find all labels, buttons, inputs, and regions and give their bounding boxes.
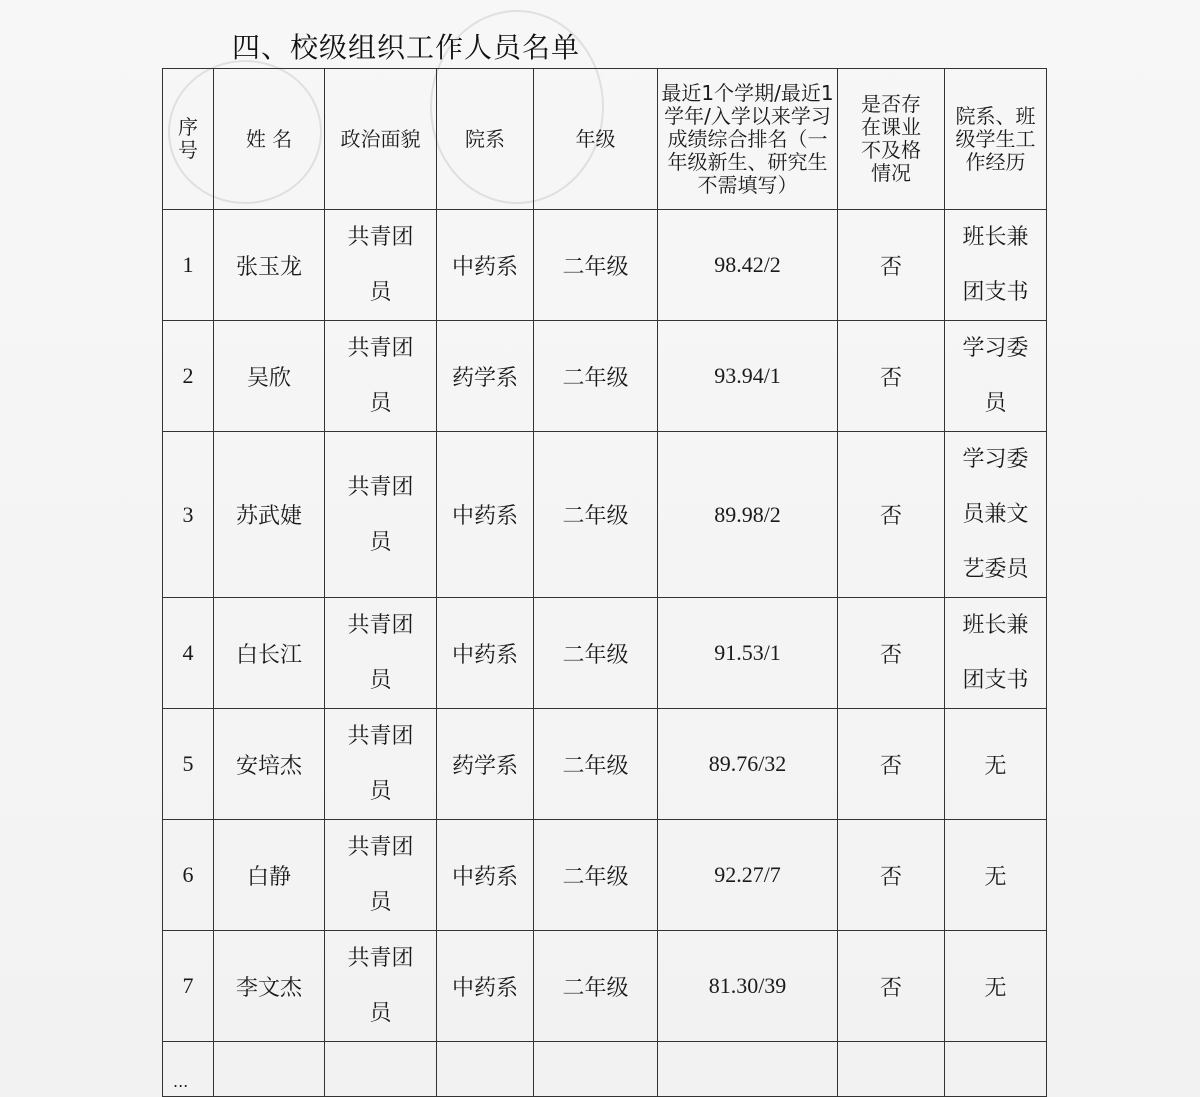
- cell-experience: 班长兼团支书: [945, 210, 1047, 321]
- cell-name: 张玉龙: [214, 210, 325, 321]
- cell-ranking: 89.76/32: [658, 709, 838, 820]
- cell-political: 共青团员: [325, 598, 437, 709]
- cell-empty: [437, 1042, 534, 1097]
- cell-failing: 否: [838, 210, 945, 321]
- cell-political: 共青团员: [325, 709, 437, 820]
- header-experience: 院系、班级学生工作经历: [945, 69, 1047, 210]
- cell-political: 共青团员: [325, 820, 437, 931]
- cell-political: 共青团员: [325, 432, 437, 598]
- cell-failing: 否: [838, 931, 945, 1042]
- cell-ranking: 92.27/7: [658, 820, 838, 931]
- header-ranking: 最近1个学期/最近1学年/入学以来学习成绩综合排名（一年级新生、研究生不需填写）: [658, 69, 838, 210]
- cell-name: 李文杰: [214, 931, 325, 1042]
- cell-empty: [214, 1042, 325, 1097]
- header-failing: 是否存在课业不及格情况: [838, 69, 945, 210]
- cell-ranking: 91.53/1: [658, 598, 838, 709]
- cell-ranking: 89.98/2: [658, 432, 838, 598]
- cell-seq: 6: [163, 820, 214, 931]
- staff-roster-table: [162, 68, 1047, 1097]
- cell-seq: 7: [163, 931, 214, 1042]
- cell-seq: 5: [163, 709, 214, 820]
- cell-department: 药学系: [437, 321, 534, 432]
- cell-political: 共青团员: [325, 210, 437, 321]
- cell-experience: 班长兼团支书: [945, 598, 1047, 709]
- table-row: [163, 709, 1047, 820]
- cell-ranking: 93.94/1: [658, 321, 838, 432]
- cell-failing: 否: [838, 321, 945, 432]
- cell-empty: [658, 1042, 838, 1097]
- cell-experience: 无: [945, 709, 1047, 820]
- cell-failing: 否: [838, 820, 945, 931]
- cell-department: 中药系: [437, 931, 534, 1042]
- header-seq: 序号: [163, 69, 214, 210]
- table-row: [163, 931, 1047, 1042]
- table-row: [163, 820, 1047, 931]
- cell-failing: 否: [838, 598, 945, 709]
- cell-department: 中药系: [437, 210, 534, 321]
- cell-department: 中药系: [437, 598, 534, 709]
- cell-empty: [534, 1042, 658, 1097]
- cell-political: 共青团员: [325, 321, 437, 432]
- header-department: 院系: [437, 69, 534, 210]
- cell-name: 安培杰: [214, 709, 325, 820]
- cell-department: 药学系: [437, 709, 534, 820]
- cell-experience: 无: [945, 820, 1047, 931]
- cell-name: 苏武婕: [214, 432, 325, 598]
- cell-seq: 3: [163, 432, 214, 598]
- table-header-row: [163, 69, 1047, 210]
- cell-name: 白静: [214, 820, 325, 931]
- cell-political: 共青团员: [325, 931, 437, 1042]
- header-name: 姓 名: [214, 69, 325, 210]
- table-row: [163, 598, 1047, 709]
- cell-department: 中药系: [437, 432, 534, 598]
- cell-seq: 4: [163, 598, 214, 709]
- cell-failing: 否: [838, 709, 945, 820]
- cell-empty: [945, 1042, 1047, 1097]
- cell-grade: 二年级: [534, 598, 658, 709]
- cell-grade: 二年级: [534, 432, 658, 598]
- header-grade: 年级: [534, 69, 658, 210]
- cell-empty: [838, 1042, 945, 1097]
- cell-name: 吴欣: [214, 321, 325, 432]
- cell-seq: 1: [163, 210, 214, 321]
- cell-grade: 二年级: [534, 931, 658, 1042]
- cell-grade: 二年级: [534, 820, 658, 931]
- page-title: 四、校级组织工作人员名单: [232, 31, 581, 64]
- ellipsis-text: ...: [173, 1071, 189, 1091]
- cell-experience: 无: [945, 931, 1047, 1042]
- cell-experience: 学习委员兼文艺委员: [945, 432, 1047, 598]
- cell-ranking: 81.30/39: [658, 931, 838, 1042]
- cell-grade: 二年级: [534, 709, 658, 820]
- cell-experience: 学习委员: [945, 321, 1047, 432]
- table-row-ellipsis: [163, 1042, 1047, 1097]
- table-row: [163, 321, 1047, 432]
- cell-failing: 否: [838, 432, 945, 598]
- cell-department: 中药系: [437, 820, 534, 931]
- table-row: [163, 210, 1047, 321]
- cell-ranking: 98.42/2: [658, 210, 838, 321]
- cell-ellipsis: [163, 1042, 214, 1097]
- table-row: [163, 432, 1047, 598]
- cell-grade: 二年级: [534, 321, 658, 432]
- header-political: 政治面貌: [325, 69, 437, 210]
- cell-name: 白长江: [214, 598, 325, 709]
- cell-grade: 二年级: [534, 210, 658, 321]
- cell-seq: 2: [163, 321, 214, 432]
- cell-empty: [325, 1042, 437, 1097]
